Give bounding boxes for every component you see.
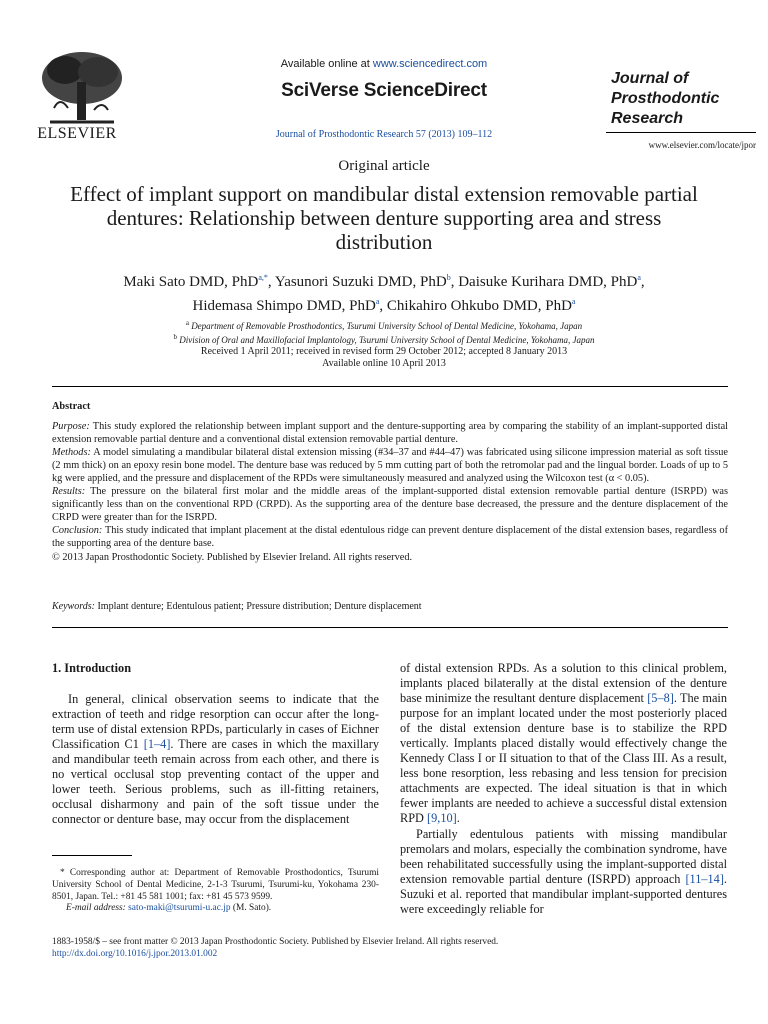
paragraph-text: Partially edentulous patients with missing mandibular premolars and molars, especially the combination syndrome, have been rehabilitated successfully using the implant-supported distal extension removable partial denture (ISRPD) approach xyxy=(400,826,727,886)
author-affil-mark[interactable]: a xyxy=(637,273,641,282)
doi-link[interactable]: http://dx.doi.org/10.1016/j.jpor.2013.01.002 xyxy=(52,949,218,960)
journal-title-line: Research xyxy=(611,110,684,127)
journal-title-line: Prosthodontic xyxy=(611,90,720,107)
footnote-rule xyxy=(52,855,132,856)
paragraph xyxy=(52,692,379,827)
journal-reference[interactable]: Journal of Prosthodontic Research 57 (2013) 109–112 xyxy=(275,129,493,140)
email-link[interactable]: sato-maki@tsurumi-u.ac.jp xyxy=(128,903,231,914)
paragraph-text: of distal extension RPDs. As a solution to this clinical problem, implants placed bilaterally at the distal extension of the denture base minimize the resultant denture displacement xyxy=(400,661,727,706)
citation-link[interactable]: [1–4] xyxy=(143,737,171,752)
journal-url[interactable]: www.elsevier.com/locate/jpor xyxy=(648,140,756,150)
purpose-text: This study explored the relationship between implant support and the denture-supporting area by comparing the stability of an implant-supported distal extension removable partial denture and a conventional distal extension removable partial denture. xyxy=(52,421,728,446)
abstract-heading: Abstract xyxy=(52,401,91,412)
author-list: Maki Sato DMD, PhD$^{a,*}$, Yasunori Suzuki DMD, PhD$^b$, Daisuke Kurihara DMD, PhD$^a$, Hidemasa Shimpo DMD, PhD$^a$, Chikahiro Ohkubo DMD, PhD$^a$ xyxy=(123,273,645,314)
corresponding-author-footnote xyxy=(52,868,379,915)
platform-name: SciVerse ScienceDirect xyxy=(281,80,487,101)
paragraph-text: . There are cases in which the maxillary and mandibular teeth remain across from each other, and there is no vertical occlusal stop preventing contact of the upper and lower teeth. Serious problems, such as ill-fitting retainers, occlusal disharmony and pain of the soft tissue under the connector or denture base, may occur from the displacement xyxy=(52,737,379,827)
footnote-email-line xyxy=(52,903,379,915)
available-line: Available online 10 April 2013 xyxy=(322,358,446,369)
paragraph xyxy=(400,827,727,917)
email-suffix: (M. Sato). xyxy=(230,903,272,914)
abstract-top-rule xyxy=(52,386,728,387)
article-dates xyxy=(60,346,708,370)
section-heading: 1. Introduction xyxy=(52,661,132,675)
affiliation-text: Department of Removable Prosthodontics, Tsurumi University School of Dental Medicine, Yokohama, Japan xyxy=(191,321,583,331)
abstract-copyright: © 2013 Japan Prosthodontic Society. Published by Elsevier Ireland. All rights reserved. xyxy=(52,551,413,563)
affiliations xyxy=(60,318,708,346)
page-footer xyxy=(52,936,728,960)
author-name: Chikahiro Ohkubo DMD, PhD xyxy=(386,298,572,314)
purpose-label: Purpose: xyxy=(52,421,90,433)
footnote-text: * Corresponding author at: Department of Removable Prosthodontics, Tsurumi University School of Dental Medicine, 2-1-3 Tsurumi, Tsurumi-ku, Yokohama 230-8501, Japan. Tel.: +81 45 581 1001; fax: +81 45 573 9599. xyxy=(52,868,379,902)
article-title: Effect of implant support on mandibular distal extension removable partial dentures: Relationship between denture supporting area and stress distribution xyxy=(70,182,698,254)
email-label: E-mail address: xyxy=(66,903,129,914)
abstract-conclusion xyxy=(52,524,728,550)
citation-link[interactable]: [5–8] xyxy=(647,691,674,706)
article-type: Original article xyxy=(338,158,430,174)
paragraph-text: . Suzuki et al. reported that mandibular implant-supported dentures were exceedingly reliable for xyxy=(400,871,727,916)
journal-title-line: Journal of xyxy=(611,70,689,87)
conclusion-label: Conclusion: xyxy=(52,525,103,537)
citation-link[interactable]: [9,10] xyxy=(427,811,457,826)
affiliation-text: Division of Oral and Maxillofacial Implantology, Tsurumi University School of Dental Medicine, Yokohama, Japan xyxy=(179,335,595,345)
author-affil-mark[interactable]: a,* xyxy=(258,273,268,282)
paragraph-text: In general, clinical observation seems to indicate that the extraction of teeth and ridge resorption can occur after the long-term use of distal extension RPDs, particularly in cases of Eichner Classification C1 xyxy=(52,692,379,752)
results-text: The pressure on the bilateral first molar and the middle areas of the implant-supported distal extension removable partial denture (ISRPD) was significantly less than on the conventional RPD (CRPD). As the supporting area of the denture base decreased, the pressure and the denture displacement of the CRPD were greater than for the ISRPD. xyxy=(52,486,728,524)
author-affil-mark[interactable]: a xyxy=(571,297,576,306)
issn-line: 1883-1958/$ – see front matter © 2013 Japan Prosthodontic Society. Published by Elsevier Ireland. All rights reserved. xyxy=(52,937,499,947)
affiliation-item xyxy=(60,318,708,332)
abstract-methods xyxy=(52,446,728,485)
author-affil-mark[interactable]: a xyxy=(375,297,380,306)
author-name: Yasunori Suzuki DMD, PhD xyxy=(274,274,447,290)
available-online-prefix: Available online at xyxy=(280,58,373,70)
abstract-results xyxy=(52,485,728,524)
author-name: Daisuke Kurihara DMD, PhD xyxy=(458,274,638,290)
body-column-left xyxy=(52,661,379,827)
conclusion-text: This study indicated that implant placement at the distal edentulous ridge can prevent denture displacement of the distal extension bases, regardless of the supporting area of the denture base. xyxy=(52,525,728,550)
results-label: Results: xyxy=(52,486,86,498)
author-affil-mark[interactable]: b xyxy=(446,273,451,282)
abstract-bottom-rule xyxy=(52,627,728,628)
received-line: Received 1 April 2011; received in revised form 29 October 2012; accepted 8 January 2013 xyxy=(200,346,568,357)
keywords-label: Keywords: xyxy=(52,601,95,612)
body-column-right xyxy=(400,661,727,917)
abstract-purpose xyxy=(52,420,728,446)
sciencedirect-link[interactable]: www.sciencedirect.com xyxy=(372,58,488,70)
methods-label: Methods: xyxy=(52,447,91,459)
affiliation-mark: b xyxy=(173,333,177,341)
paragraph xyxy=(400,661,727,827)
citation-link[interactable]: [11–14] xyxy=(685,871,724,886)
journal-title xyxy=(611,69,761,129)
methods-text: A model simulating a mandibular bilateral distal extension missing (#34–37 and #44–47) was fabricated using silicone impression material as soft tissue (2 mm thick) on an epoxy resin bone model. The denture base was reduced by 5 mm cutting part of both the retromolar pad and the lingual border. Loads of up to 5 kg were applied, and the pressure and displacement of the RPDs were simultaneously measured and analyzed using the Wilcoxon test (α < 0.05). xyxy=(52,447,728,485)
affiliation-item xyxy=(60,332,708,346)
abstract-block xyxy=(52,400,728,564)
author-name: Hidemasa Shimpo DMD, PhD xyxy=(192,298,376,314)
paragraph-text: . The main purpose for an implant located under the most posteriorly placed of the distal extension denture base is to stabilize the RPD vertically. Implants placed distally would effectively change the Kennedy Class I or II situation to that of the Class III. As a result, less bone resorption, less rebasing and less tension for precision attachments are expected. The ideal situation is that in which fewer implants are needed to achieve a successful distal extension RPD xyxy=(400,691,727,826)
journal-divider xyxy=(606,132,756,133)
keywords-text: Implant denture; Edentulous patient; Pressure distribution; Denture displacement xyxy=(94,601,422,612)
affiliation-mark: a xyxy=(185,319,189,327)
elsevier-wordmark: ELSEVIER xyxy=(37,125,117,142)
keywords-line xyxy=(52,601,728,612)
paragraph-text: . xyxy=(456,811,460,826)
author-name: Maki Sato DMD, PhD xyxy=(123,274,259,290)
